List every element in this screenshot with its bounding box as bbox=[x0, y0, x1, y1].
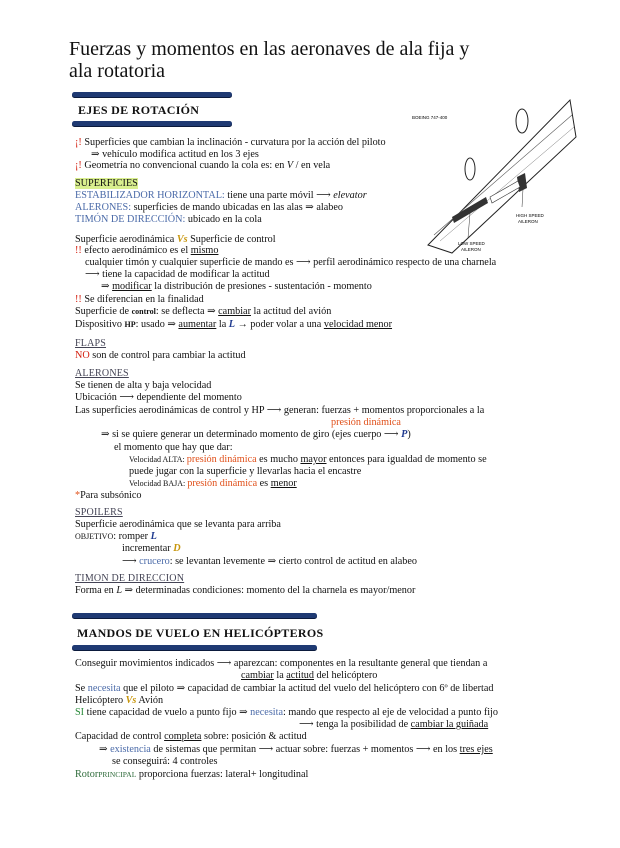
spoilers-line-2: OBJETIVO: romper L bbox=[75, 531, 157, 542]
superficies-line-2: ALERONES: superficies de mando ubicadas en las alas ⇒ alabeo bbox=[75, 202, 343, 213]
ejes-p4: ⟶ tiene la capacidad de modificar la actitud bbox=[85, 269, 270, 280]
section-bar-bottom-2 bbox=[72, 645, 317, 650]
mandos-line-8: ⇒ existencia de sistemas que permitan ⟶ actuar sobre: fuerzas + momentos ⟶ en los tres ejes bbox=[99, 744, 493, 755]
alerones-line-7: puede jugar con la superficie y llevarlas hacia el encastre bbox=[129, 466, 362, 477]
mandos-line-9: se conseguirá: 4 controles bbox=[112, 756, 218, 767]
figure-label-high-1: HIGH SPEED bbox=[516, 213, 544, 218]
alerones-line-8: Velocidad BAJA: presión dinámica es menor bbox=[129, 478, 297, 489]
spoilers-line-4: ⟶ crucero: se levantan levemente ⇒ cierto control de actitud en alabeo bbox=[122, 556, 417, 567]
superficies-title: SUPERFICIES bbox=[75, 178, 138, 189]
mandos-line-4: Helicóptero Vs Avión bbox=[75, 695, 164, 706]
wing-diagram-svg bbox=[404, 95, 580, 255]
alerones-line-3b: presión dinámica bbox=[331, 417, 401, 428]
mandos-line-10: RotorPRINCIPAL proporciona fuerzas: lateral+ longitudinal bbox=[75, 769, 309, 780]
alerones-line-6: Velocidad ALTA: presión dinámica es mucho mayor entonces para igualdad de momento se bbox=[129, 454, 487, 465]
alerones-line-3: Las superficies aerodinámicas de control y HP ⟶ generan: fuerzas + momentos proporcionales a la bbox=[75, 405, 485, 416]
spoilers-line-1: Superficie aerodinámica que se levanta para arriba bbox=[75, 519, 281, 530]
superficies-line-1: ESTABILIZADOR HORIZONTAL: tiene una parte móvil ⟶ elevator bbox=[75, 190, 367, 201]
section-bar-bottom bbox=[72, 121, 232, 126]
section-header-ejes: EJES DE ROTACIÓN bbox=[78, 103, 200, 117]
section-bar-top bbox=[72, 92, 232, 97]
section-header-mandos: MANDOS DE VUELO EN HELICÓPTEROS bbox=[77, 626, 324, 640]
alerones-line-2: Ubicación ⟶ dependiente del momento bbox=[75, 392, 242, 403]
mandos-line-1: Conseguir movimientos indicados ⟶ aparezcan: componentes en la resultante general que tiendan a bbox=[75, 658, 488, 669]
flaps-line-1: NO son de control para cambiar la actitud bbox=[75, 350, 246, 361]
flaps-title: FLAPS bbox=[75, 338, 107, 349]
ejes-line-1: ¡! Superficies que cambian la inclinación - curvatura por la acción del piloto bbox=[75, 137, 386, 148]
alerones-line-1: Se tienen de alta y baja velocidad bbox=[75, 380, 212, 391]
section-bar-top-2 bbox=[72, 613, 317, 618]
spoilers-title: SPOILERS bbox=[75, 507, 123, 518]
figure-label-low-2: AILERON bbox=[461, 247, 481, 252]
ejes-p3: cualquier timón y cualquier superficie de mando es ⟶ perfil aerodinámico respecto de una charnela bbox=[85, 257, 497, 268]
figure-label-low-1: LOW SPEED bbox=[458, 241, 485, 246]
ejes-p5: ⇒ modificar la distribución de presiones - sustentación - momento bbox=[101, 281, 372, 292]
alerones-line-5: el momento que hay que dar: bbox=[114, 442, 233, 453]
ejes-p1: Superficie aerodinámica Vs Superficie de control bbox=[75, 234, 276, 245]
figure-label-model: BOEING 747-400 bbox=[412, 115, 448, 120]
alerones-title: ALERONES bbox=[75, 368, 129, 379]
ejes-line-3: ¡! Geometría no convencional cuando la cola es: en V / en vela bbox=[75, 160, 331, 171]
ejes-p6: !! Se diferencian en la finalidad bbox=[75, 294, 204, 305]
alerones-line-9: *Para subsónico bbox=[75, 490, 142, 501]
spoilers-line-3: incrementar D bbox=[122, 543, 181, 554]
mandos-line-7: Capacidad de control completa sobre: posición & actitud bbox=[75, 731, 307, 742]
timon-title: TIMON DE DIRECCION bbox=[75, 573, 185, 584]
mandos-line-2: cambiar la actitud del helicóptero bbox=[241, 670, 378, 681]
timon-line-1: Forma en L ⇒ determinadas condiciones: momento del la charnela es mayor/menor bbox=[75, 585, 416, 596]
mandos-line-3: Se necesita que el piloto ⇒ capacidad de cambiar la actitud del vuelo del helicóptero con 6º de libertad bbox=[75, 683, 494, 694]
figure-label-high-2: AILERON bbox=[518, 219, 538, 224]
page-title-line-1: Fuerzas y momentos en las aeronaves de ala fija y bbox=[69, 38, 470, 60]
ejes-p8: Dispositivo HP: usado ⇒ aumentar la L → poder volar a una velocidad menor bbox=[75, 319, 393, 330]
alerones-line-4: ⇒ si se quiere generar un determinado momento de giro (ejes cuerpo ⟶ P) bbox=[101, 429, 411, 440]
wing-diagram bbox=[404, 95, 580, 255]
ejes-p2: !! efecto aerodinámico es el mismo bbox=[75, 245, 219, 256]
ejes-line-2: ⇒ vehículo modifica actitud en los 3 ejes bbox=[91, 149, 259, 160]
page-title-line-2: ala rotatoria bbox=[69, 60, 166, 82]
mandos-line-6: ⟶ tenga la posibilidad de cambiar la guiñada bbox=[299, 719, 489, 730]
superficies-line-3: TIMÓN DE DIRECCIÓN: ubicado en la cola bbox=[75, 214, 262, 225]
ejes-p7: Superficie de control: se deflecta ⇒ cambiar la actitud del avión bbox=[75, 306, 332, 317]
mandos-line-5: SI tiene capacidad de vuelo a punto fijo ⇒ necesita: mando que respecto al eje de velocidad a punto fijo bbox=[75, 707, 498, 718]
